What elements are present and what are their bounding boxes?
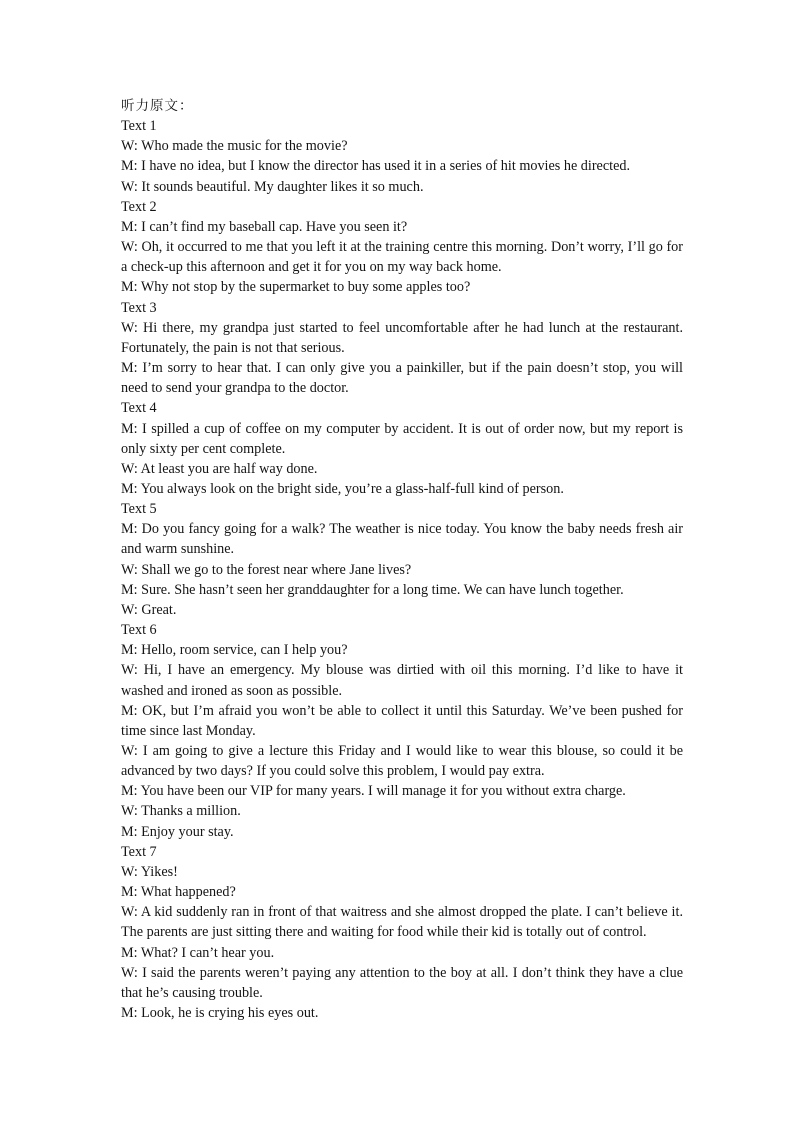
dialogue-line: W: At least you are half way done. — [121, 460, 318, 477]
dialogue-line: M: Why not stop by the supermarket to buy some apples too? — [121, 279, 471, 296]
text-heading: Text 5 — [121, 501, 157, 518]
text-heading: Text 4 — [121, 400, 157, 417]
text-section-6 — [121, 620, 683, 842]
transcript-header: 听力原文： — [121, 98, 194, 114]
dialogue-line: W: Great. — [121, 601, 177, 618]
dialogue-line: W: Yikes! — [121, 863, 178, 880]
dialogue-line: M: What happened? — [121, 884, 236, 901]
dialogue-line: W: Hi there, my grandpa just started to feel uncomfortable after he had lunch at the restaurant. Fortunately, the pain is not that serious. — [121, 319, 683, 356]
dialogue-line: M: OK, but I’m afraid you won’t be able to collect it until this Saturday. We’ve been pushed for time since last Monday. — [121, 702, 683, 739]
dialogue-line: M: I spilled a cup of coffee on my computer by accident. It is out of order now, but my report is only sixty per cent complete. — [121, 420, 683, 457]
text-heading: Text 1 — [121, 118, 157, 135]
dialogue-line: W: I said the parents weren’t paying any attention to the boy at all. I don’t think they have a clue that he’s causing trouble. — [121, 964, 683, 1001]
text-section-3 — [121, 298, 683, 399]
text-section-4 — [121, 398, 683, 499]
text-section-7 — [121, 842, 683, 1023]
dialogue-line: M: I have no idea, but I know the director has used it in a series of hit movies he directed. — [121, 158, 631, 175]
text-heading: Text 6 — [121, 622, 157, 639]
dialogue-line: W: A kid suddenly ran in front of that waitress and she almost dropped the plate. I can’t believe it. The parents are just sitting there and waiting for food while their kid is totally out of control. — [121, 904, 683, 941]
dialogue-line: M: What? I can’t hear you. — [121, 944, 275, 961]
dialogue-line: W: It sounds beautiful. My daughter likes it so much. — [121, 178, 424, 195]
dialogue-line: M: Sure. She hasn’t seen her granddaughter for a long time. We can have lunch together. — [121, 581, 624, 598]
text-heading: Text 3 — [121, 299, 157, 316]
listening-transcript — [121, 96, 683, 1023]
dialogue-line: W: Oh, it occurred to me that you left it at the training centre this morning. Don’t worry, I’ll go for a check-up this afternoon and get it for you on my way back home. — [121, 239, 683, 276]
dialogue-line: M: You always look on the bright side, you’re a glass-half-full kind of person. — [121, 480, 564, 497]
dialogue-line: M: You have been our VIP for many years. I will manage it for you without extra charge. — [121, 783, 626, 800]
dialogue-line: M: I can’t find my baseball cap. Have you seen it? — [121, 218, 408, 235]
dialogue-line: M: Hello, room service, can I help you? — [121, 642, 348, 659]
dialogue-line: W: I am going to give a lecture this Friday and I would like to wear this blouse, so could it be advanced by two days? If you could solve this problem, I would pay extra. — [121, 743, 683, 780]
text-heading: Text 7 — [121, 843, 157, 860]
dialogue-line: W: Who made the music for the movie? — [121, 138, 348, 155]
dialogue-line: W: Thanks a million. — [121, 803, 241, 820]
text-heading: Text 2 — [121, 198, 157, 215]
dialogue-line: M: Enjoy your stay. — [121, 823, 234, 840]
text-section-5 — [121, 499, 683, 620]
dialogue-line: M: Do you fancy going for a walk? The weather is nice today. You know the baby needs fresh air and warm sunshine. — [121, 521, 683, 558]
text-section-2 — [121, 197, 683, 298]
dialogue-line: M: I’m sorry to hear that. I can only give you a painkiller, but if the pain doesn’t stop, you will need to send your grandpa to the doctor. — [121, 360, 683, 397]
text-section-1 — [121, 116, 683, 197]
dialogue-line: W: Shall we go to the forest near where Jane lives? — [121, 561, 412, 578]
dialogue-line: W: Hi, I have an emergency. My blouse was dirtied with oil this morning. I’d like to have it washed and ironed as soon as possible. — [121, 662, 683, 699]
dialogue-line: M: Look, he is crying his eyes out. — [121, 1005, 319, 1022]
